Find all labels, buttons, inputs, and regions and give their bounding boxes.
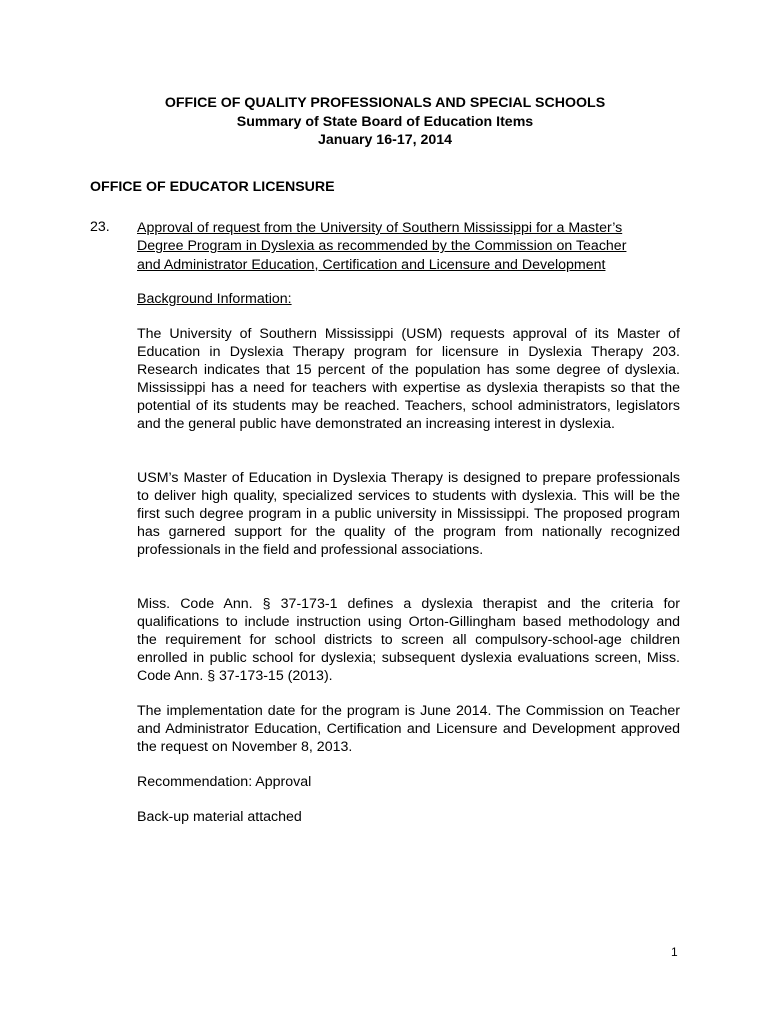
paragraph-code-reference: Miss. Code Ann. § 37-173-1 defines a dyslexia therapist and the criteria for qualifications to include instruction using Orton-Gillingham based methodology and the requirement for school districts to screen all compulsory-school-age children enrolled in public school for dyslexia; subsequent dyslexia evaluations screen, Miss. Code Ann. § 37-173-15 (2013). [137,596,680,685]
background-heading: Background Information: [137,291,292,307]
item-title-line: Degree Program in Dyslexia as recommended by the Commission on Teacher [137,238,627,255]
item-number: 23. [90,219,110,235]
header-office-name: OFFICE OF QUALITY PROFESSIONALS AND SPECIAL SCHOOLS [164,95,606,111]
page-number: 1 [671,945,678,959]
item-title [137,219,682,274]
document-header [0,94,770,150]
header-date: January 16-17, 2014 [317,132,453,148]
section-title: OFFICE OF EDUCATOR LICENSURE [90,179,335,195]
paragraph-program-description: USM’s Master of Education in Dyslexia Therapy is designed to prepare professionals to deliver high quality, specialized services to students with dyslexia. This will be the first such degree program in a public university in Mississippi. The proposed program has garnered support for the quality of the program from nationally recognized professionals in the field and professional associations. [137,470,680,559]
recommendation: Recommendation: Approval [137,774,312,790]
item-title-line: and Administrator Education, Certification and Licensure and Development [137,256,606,273]
backup-material: Back-up material attached [137,809,302,825]
paragraph-implementation: The implementation date for the program is June 2014. The Commission on Teacher and Administrator Education, Certification and Licensure and Development approved the request on November 8, 2013. [137,703,680,756]
paragraph-usm-request: The University of Southern Mississippi (USM) requests approval of its Master of Education in Dyslexia Therapy program for licensure in Dyslexia Therapy 203. Research indicates that 15 percent of the population has some degree of dyslexia. Mississippi has a need for teachers with expertise as dyslexia therapists so that the potential of its students may be reached. Teachers, school administrators, legislators and the general public have demonstrated an increasing interest in dyslexia. [137,326,680,433]
item-title-line: Approval of request from the University of Southern Mississippi for a Master’s [137,220,623,236]
header-summary-title: Summary of State Board of Education Items [236,113,534,130]
